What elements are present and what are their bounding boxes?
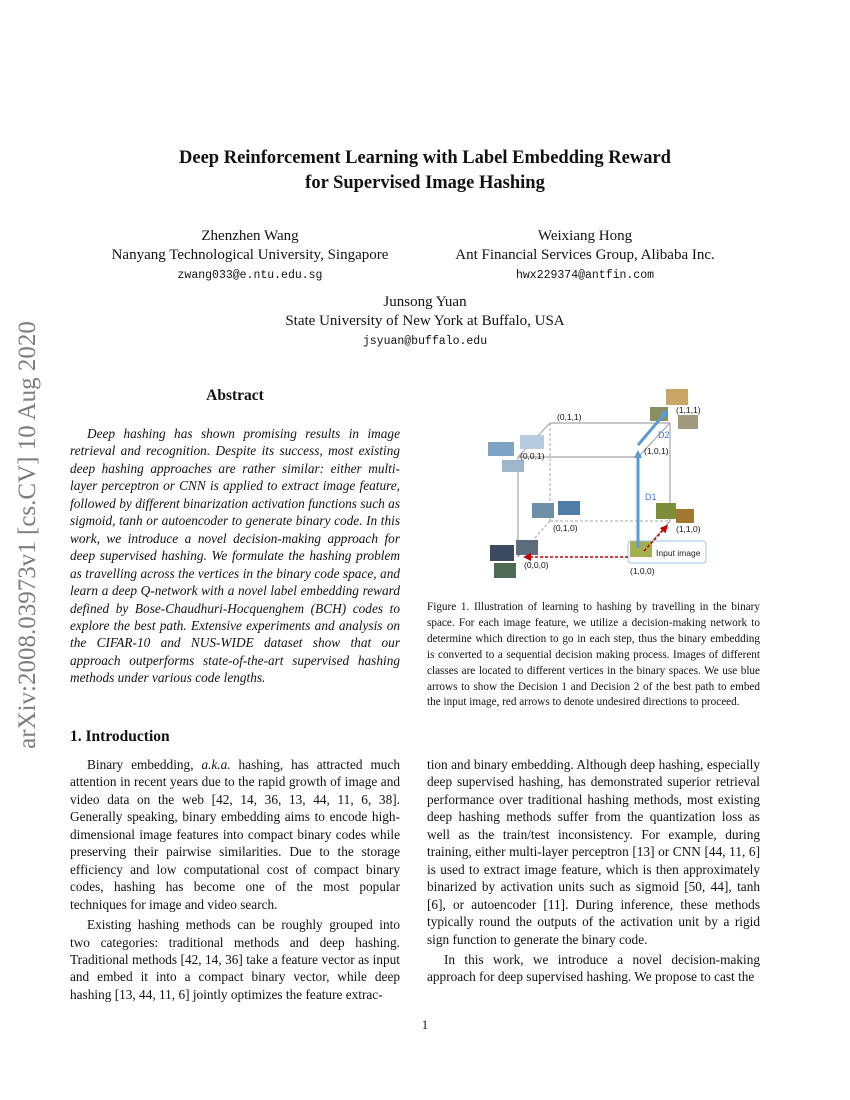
intro-paragraph-4: In this work, we introduce a novel decision-making approach for deep supervised hashing. We propose to cast the (427, 951, 760, 985)
thumb-bird-2 (676, 509, 694, 523)
d2-label: D2 (658, 430, 670, 440)
thumb-dog-3 (678, 415, 698, 429)
page-number: 1 (421, 1017, 429, 1032)
thumb-dog-1 (666, 389, 688, 405)
binary-cube-diagram (480, 385, 720, 585)
p1-start: Binary embedding, (87, 757, 202, 772)
thumb-car-3 (494, 563, 516, 578)
author-affiliation: Nanyang Technological University, Singapore (111, 247, 389, 263)
thumb-bird-1 (656, 503, 676, 519)
intro-paragraph-3: tion and binary embedding. Although deep hashing, especially deep supervised hashing, has demonstrated superior retrieval performance over traditional hashing methods, most existing deep hashing methods suffer from the quantization loss as well as the train/test inconsistency. For example, during training, either multi-layer perceptron [13] or CNN [44, 11, 6] is used to extract image feature, which is then approximately binarized by activation units such as sigmoid [50, 44], tanh [6], or autoencoder [11]. During inference, these methods typically round the outputs of the activation unit by a rigid sign function to generate the binary code. (427, 757, 760, 947)
section-heading-introduction: 1. Introduction (70, 728, 170, 745)
author-name: Weixiang Hong (537, 228, 633, 244)
aka-text: a.k.a. (201, 757, 231, 772)
intro-right-column (427, 756, 760, 986)
thumb-plane-2 (502, 460, 524, 472)
abstract-text: Deep hashing has shown promising results in image retrieval and recognition. Despite its success, most existing deep hashing approaches are rather similar: either multi-layer perceptron or CNN is applied to extract image feature, followed by different binarization activation functions such as sigmoid, tanh or autoencoder to generate binary code. In this work, we introduce a novel decision-making approach for deep supervised hashing. We formulate the hashing problem as travelling across the vertices in the binary code space, and learn a deep Q-network with a novel label embedding reward defined by Bose-Chaudhuri-Hocquenghem (BCH) codes to explore the best path. Extensive experiments and analysis on the CIFAR-10 and NUS-WIDE dataset show that our approach outperforms state-of-the-art supervised hashing methods under various code lengths. (70, 426, 400, 686)
intro-paragraph-2: Existing hashing methods can be roughly grouped into two categories: traditional methods and deep hashing. Traditional methods [42, 14, 36] take a feature vector as input and embed it into a compact binary vector, while deep hashing [13, 44, 11, 6] jointly optimizes the feature extrac- (70, 917, 400, 1002)
author-email: hwx229374@antfin.com (515, 269, 655, 282)
vertex-100-label: (1,0,0) (630, 566, 655, 576)
abstract-body (70, 425, 400, 687)
author-affiliation: State University of New York at Buffalo, USA (285, 313, 565, 329)
abstract-heading: Abstract (206, 387, 264, 404)
vertex-011-label: (0,1,1) (557, 412, 582, 422)
author-affiliation: Ant Financial Services Group, Alibaba Inc. (455, 247, 715, 263)
thumb-plane-1 (488, 442, 514, 456)
p1-rest: hashing, has attracted much attention in recent years due to the rapid growth of image and video data on the web [42, 14, 36, 13, 44, 11, 6, 38]. Generally speaking, binary embedding aims to encode high-dimensional image features into compact binary codes while preserving their pairwise similarities. Due to the storage efficiency and low computational cost of compact binary codes, hashing has become one of the most popular techniques for image and video search. (70, 757, 400, 912)
intro-paragraph-1 (70, 756, 400, 913)
thumb-input-image (630, 541, 652, 557)
author-block-1 (90, 227, 410, 284)
title-line-2: for Supervised Image Hashing (305, 173, 545, 193)
author-block-2 (425, 227, 745, 284)
thumb-car-1 (490, 545, 514, 561)
vertex-001-label: (0,0,1) (520, 451, 545, 461)
title-line-1: Deep Reinforcement Learning with Label Embedding Reward (179, 148, 671, 168)
arxiv-stamp (6, 285, 50, 785)
figure-1-caption: Figure 1. Illustration of learning to hashing by travelling in the binary space. For each image feature, we utilize a decision-making network to determine which direction to go in each step, thus the binary embedding is converted to a sequential decision making process. Images of different classes are located to different vertices in the binary spaces. We use blue arrows to show the Decision 1 and Decision 2 of the best path to embed the input image, red arrows to denote undesired directions to proceed. (427, 601, 760, 709)
author-name: Junsong Yuan (383, 294, 467, 310)
input-image-label: Input image (656, 548, 701, 558)
arxiv-id: arXiv:2008.03973v1 [cs.CV] 10 Aug 2020 (14, 321, 41, 749)
thumb-ship-1 (532, 503, 554, 518)
vertex-000-label: (0,0,0) (524, 560, 549, 570)
thumb-ship-2 (558, 501, 580, 515)
d1-label: D1 (645, 492, 657, 502)
vertex-111-label: (1,1,1) (676, 405, 701, 415)
author-block-3 (250, 293, 600, 350)
author-email: jsyuan@buffalo.edu (362, 335, 488, 348)
vertex-010-label: (0,1,0) (553, 523, 578, 533)
figure-1 (480, 385, 720, 585)
author-name: Zhenzhen Wang (201, 228, 299, 244)
thumb-car-2 (516, 540, 538, 555)
vertex-101-label: (1,0,1) (644, 446, 669, 456)
intro-left-column (70, 756, 400, 1003)
paper-title (70, 146, 780, 196)
vertex-110-label: (1,1,0) (676, 524, 701, 534)
thumb-plane-3 (520, 435, 544, 449)
author-email: zwang033@e.ntu.edu.sg (177, 269, 323, 282)
